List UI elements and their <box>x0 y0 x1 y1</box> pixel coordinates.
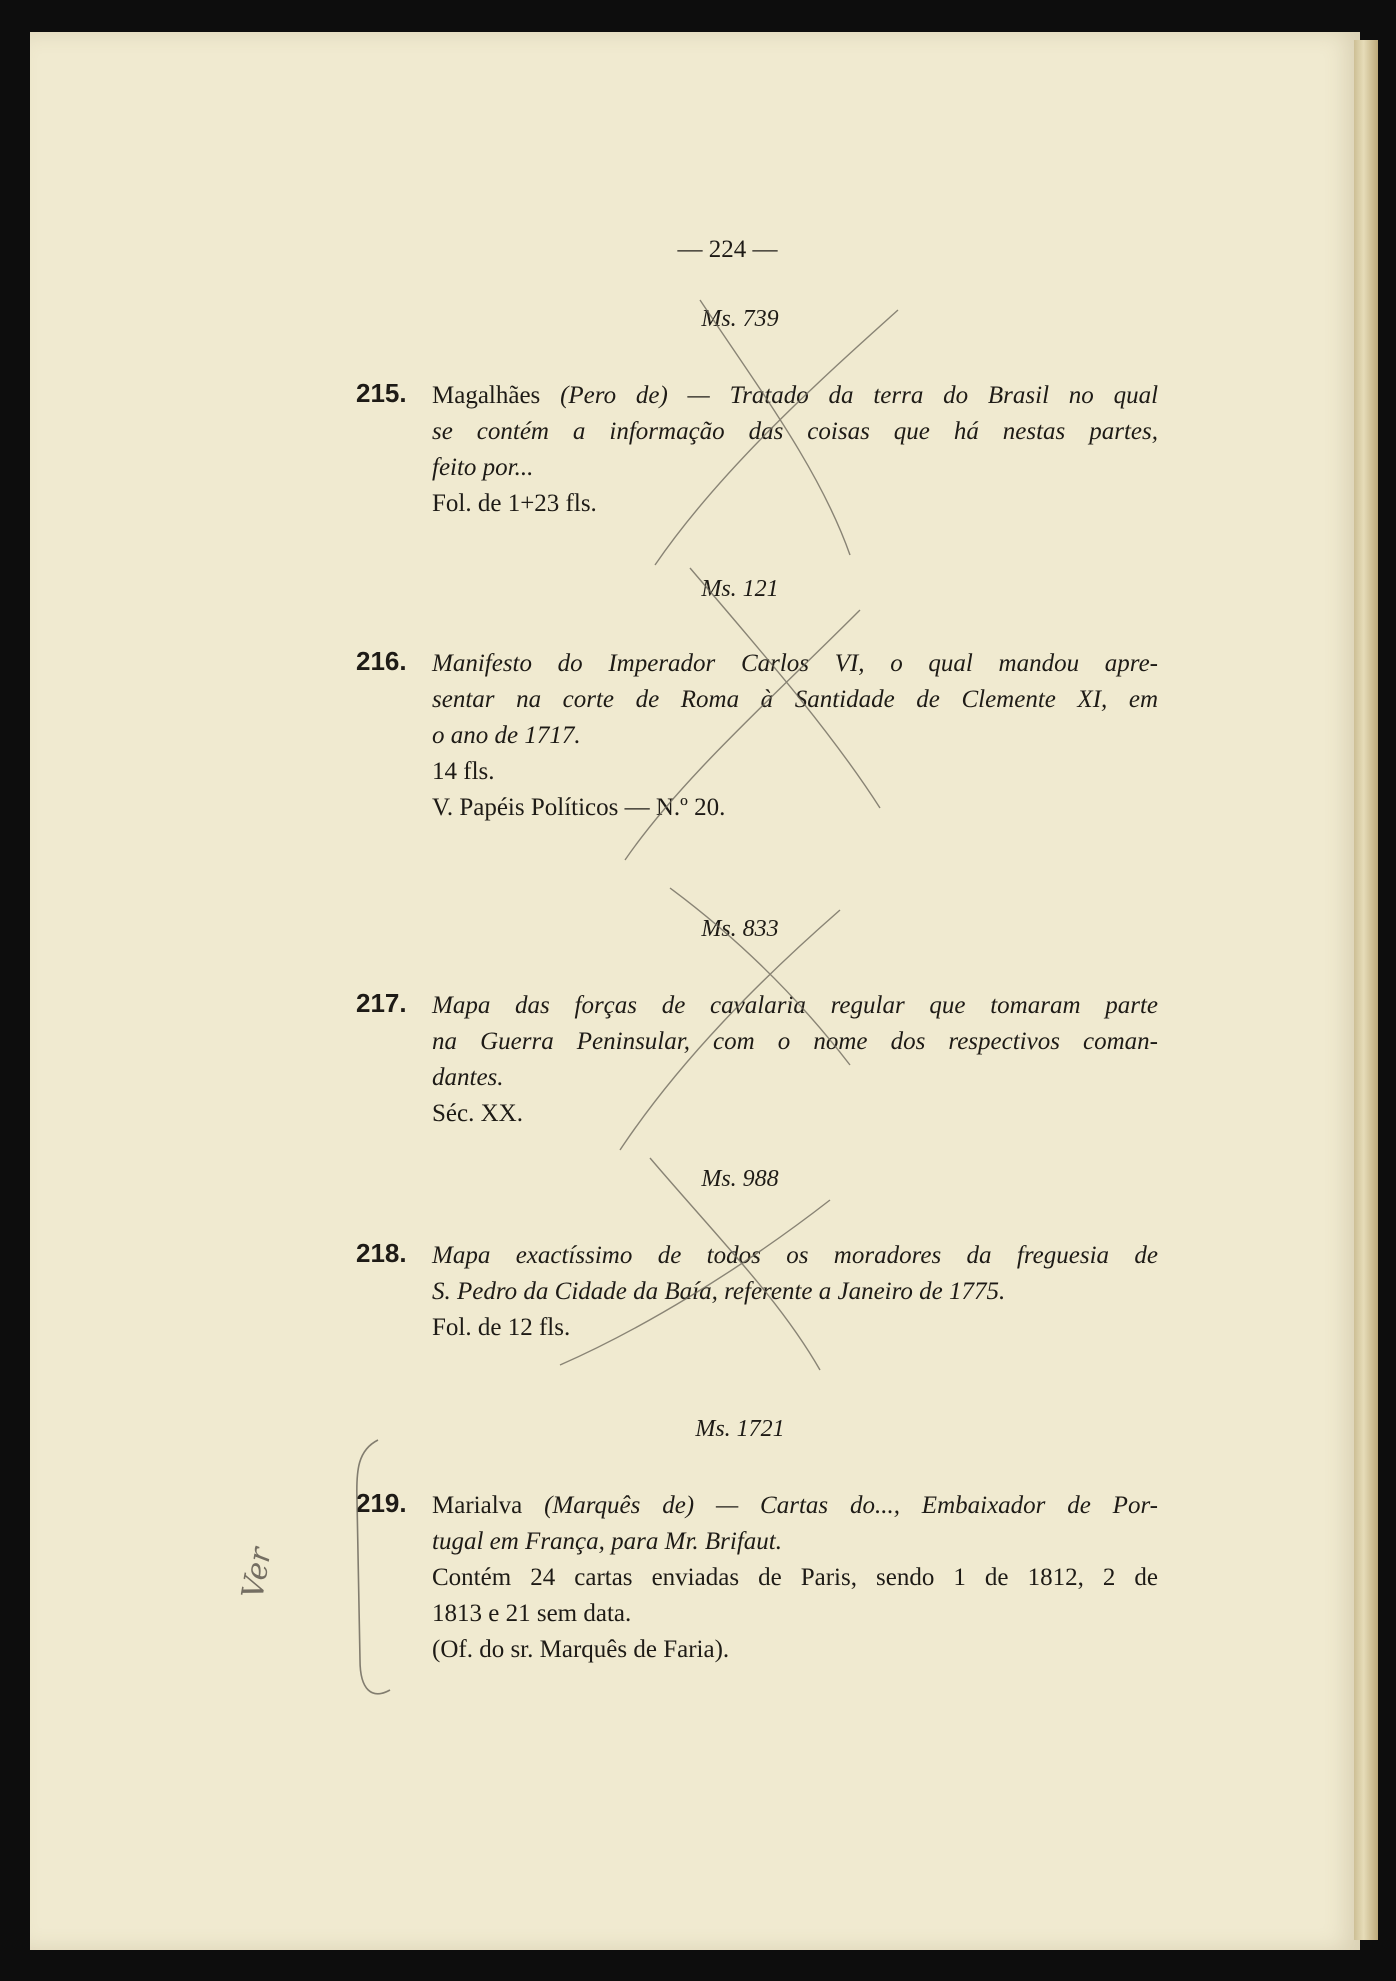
entry-title-line <box>432 1488 1158 1524</box>
entry-title-line: na Guerra Peninsular, com o nome dos respectivos coman- <box>432 1028 1158 1055</box>
entry-detail: Fol. de 12 fls. <box>432 1314 571 1341</box>
entry-number: 215. <box>356 378 407 408</box>
page-number: — 224 — <box>677 236 778 263</box>
entry-title-line: dantes. <box>432 1064 504 1091</box>
entry-detail: 14 fls. <box>432 758 495 785</box>
entry-author: Marialva <box>432 1492 523 1519</box>
entry-title: Tratado da terra do Brasil no qual <box>729 382 1159 409</box>
entry-body <box>432 1238 1158 1346</box>
entry-detail: (Of. do sr. Marquês de Faria). <box>432 1636 730 1663</box>
entry-number: 217. <box>356 988 407 1018</box>
entry-number: 216. <box>356 646 407 676</box>
ms-heading-739: Ms. 739 <box>701 306 779 332</box>
entry-title-line: o ano de 1717. <box>432 722 581 749</box>
entry-title-line: feito por... <box>432 454 534 481</box>
entry-author: Magalhães <box>432 382 541 409</box>
entry-detail: Contém 24 cartas enviadas de Paris, sendo 1 de 1812, 2 de <box>432 1564 1158 1591</box>
ms-heading-833: Ms. 833 <box>701 916 779 942</box>
entry-detail: Fol. de 1+23 fls. <box>432 490 597 517</box>
entry-title-line: S. Pedro da Cidade da Baía, referente a Janeiro de 1775. <box>432 1278 1006 1305</box>
entry-title-line: Mapa exactíssimo de todos os moradores da freguesia de <box>432 1242 1158 1269</box>
entry-title-line <box>432 378 1158 414</box>
entry-body <box>432 378 1158 522</box>
entry-dash: — <box>667 382 730 409</box>
entry-title-line: tugal em França, para Mr. Brifaut. <box>432 1528 782 1555</box>
entry-number: 219. <box>356 1488 407 1518</box>
entry-author-note: (Marquês de) <box>544 1492 695 1519</box>
entry-title-line: se contém a informação das coisas que há nestas partes, <box>432 418 1158 445</box>
ms-heading-121: Ms. 121 <box>701 576 779 602</box>
margin-note-ver: Ver <box>235 1545 279 1602</box>
entry-title-line: Mapa das forças de cavalaria regular que tomaram parte <box>432 992 1158 1019</box>
entry-number: 218. <box>356 1238 407 1268</box>
ms-heading-1721: Ms. 1721 <box>695 1416 785 1442</box>
ms-heading-988: Ms. 988 <box>701 1166 779 1192</box>
entry-detail: 1813 e 21 sem data. <box>432 1600 632 1627</box>
entry-title-line: Manifesto do Imperador Carlos VI, o qual mandou apre- <box>432 650 1158 677</box>
entry-title-line: sentar na corte de Roma à Santidade de Clemente XI, em <box>432 686 1158 713</box>
entry-author-note: (Pero de) <box>560 382 668 409</box>
entry-detail: V. Papéis Políticos — N.º 20. <box>432 794 726 821</box>
entry-detail: Séc. XX. <box>432 1100 523 1127</box>
entry-title: Cartas do..., Embaixador de Por- <box>760 1492 1159 1519</box>
entry-dash: — <box>694 1492 761 1519</box>
entry-body <box>432 646 1158 826</box>
entry-body <box>432 1488 1158 1668</box>
entry-body <box>432 988 1158 1132</box>
